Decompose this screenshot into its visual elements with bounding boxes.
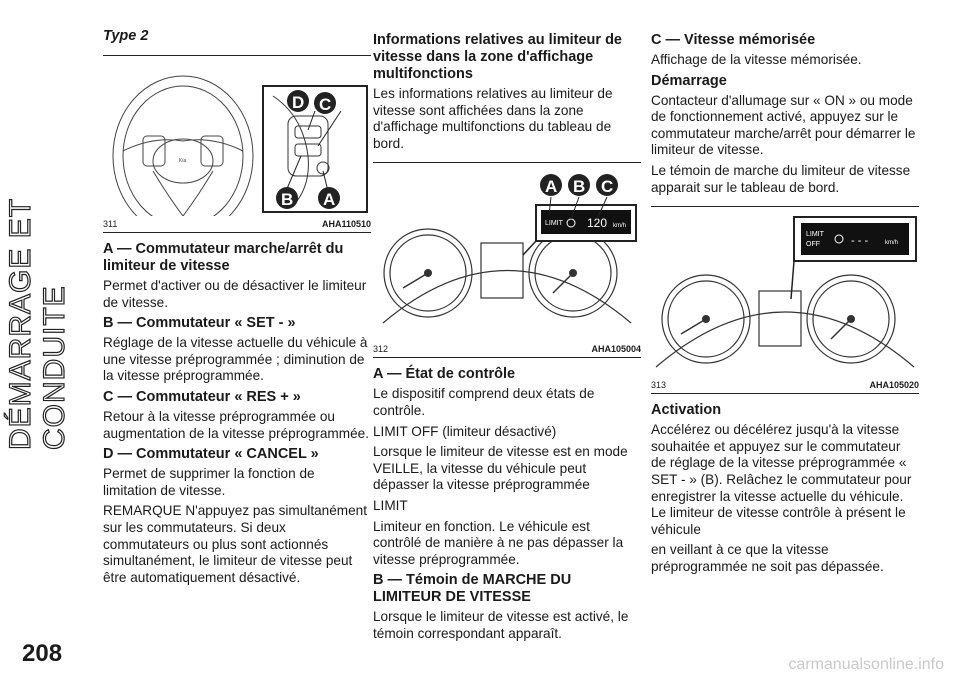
- svg-text:OFF: OFF: [806, 241, 820, 249]
- column-3: [651, 32, 919, 580]
- instrument-cluster-illustration: [373, 163, 641, 341]
- type-heading: Type 2: [103, 28, 149, 44]
- svg-text:A: A: [323, 190, 336, 209]
- svg-text:C: C: [601, 177, 614, 197]
- start-heading: Démarrage: [651, 72, 727, 89]
- info-text: Les informations relatives au limiteur de vitesse sont affichées dans la zone d'affichage multifonctions du tableau de bord.: [373, 86, 613, 151]
- memorized-speed-heading: C — Vitesse mémorisée: [651, 32, 816, 48]
- memorized-speed-text: Affichage de la vitesse mémorisée.: [651, 52, 862, 67]
- svg-text:B: B: [573, 177, 586, 197]
- activation-text-2: en veillant à ce que la vitesse préprogrammée ne soit pas dépassée.: [651, 542, 884, 574]
- figure-caption: 312 AHA105004: [373, 344, 641, 355]
- switch-a-text: Permet d'activer ou de désactiver le limiteur de vitesse.: [103, 278, 367, 310]
- svg-text:D: D: [292, 93, 305, 112]
- figure-caption: 311 AHA110510: [103, 219, 371, 229]
- switch-b-heading: B — Commutateur « SET - »: [103, 315, 296, 332]
- switch-b-text: Réglage de la vitesse actuelle du véhicule à une vitesse préprogrammée ; diminution de la vitesse préprogrammée.: [103, 335, 368, 384]
- figure-313: [651, 206, 919, 394]
- switch-c-text: Retour à la vitesse préprogrammée ou augmentation de la vitesse préprogrammée.: [103, 408, 369, 441]
- indicator-b-heading: B — Témoin de MARCHE DU LIMITEUR DE VITESSE: [373, 572, 572, 606]
- svg-text:A: A: [545, 177, 558, 197]
- page-number: 208: [22, 640, 63, 667]
- svg-text:120: 120: [587, 216, 608, 231]
- limit-off-text: Lorsque le limiteur de vitesse est en mode VEILLE, la vitesse du véhicule peut dépasser la vitesse préprogrammée: [373, 444, 628, 493]
- steering-wheel-illustration: [103, 56, 371, 216]
- svg-text:LIMIT: LIMIT: [806, 231, 824, 239]
- indicator-b-text: Lorsque le limiteur de vitesse est activé, le témoin correspondant apparaît.: [373, 609, 629, 641]
- switch-d-heading: D — Commutateur « CANCEL »: [103, 446, 319, 463]
- limit-off-label: LIMIT OFF (limiteur désactivé): [373, 423, 557, 439]
- figure-caption: 313 AHA105020: [651, 380, 919, 391]
- start-text-1: Contacteur d'allumage sur « ON » ou mode de fonctionnement activé, appuyez sur le commutateur marche/arrêt pour démarrer le limiteur de vitesse.: [651, 92, 916, 158]
- svg-text:LIMIT: LIMIT: [545, 220, 563, 228]
- svg-text:B: B: [281, 190, 294, 209]
- column-1: [103, 28, 371, 590]
- state-a-text: Le dispositif comprend deux états de contrôle.: [373, 386, 595, 418]
- svg-text:- - -: - - -: [851, 235, 869, 248]
- info-heading: Informations relatives au limiteur de vitesse dans la zone d'affichage multifonctions: [373, 32, 622, 82]
- watermark: carmanualsonline.info: [788, 656, 944, 673]
- switch-a-heading: A — Commutateur marche/arrêt du limiteur de vitesse: [103, 241, 344, 274]
- limit-text: Limiteur en fonction. Le véhicule est contrôlé de manière à ne pas dépasser la vitesse préprogrammée.: [373, 518, 624, 567]
- side-chapter-title: DÉMARRAGE ET CONDUITE: [4, 198, 71, 450]
- limit-label: LIMIT: [373, 497, 408, 513]
- svg-text:km/h: km/h: [613, 223, 627, 230]
- note-text: REMARQUE N'appuyez pas simultanément sur les commutateurs. Si deux commutateurs ou plus sont actionnés simultanément, le limiteur de vitesse peut être automatiquement désactivé.: [103, 503, 368, 585]
- activation-text-1: Accélérez ou décélérez jusqu'à la vitesse souhaitée et appuyez sur le commutateur de réglage de la vitesse préprogrammée « SET - » (B). Relâchez le commutateur pour enregistrer la vitesse actuelle du véhicule. Le limiteur de vitesse contrôle à présent le véhicule: [651, 422, 912, 537]
- svg-text:km/h: km/h: [885, 240, 899, 247]
- svg-text:C: C: [319, 95, 332, 114]
- activation-heading: Activation: [651, 402, 722, 419]
- svg-text:Kia: Kia: [179, 158, 187, 164]
- column-2: [373, 32, 641, 647]
- instrument-cluster-illustration: [651, 207, 919, 377]
- switch-d-text: Permet de supprimer la fonction de limitation de vitesse.: [103, 466, 315, 498]
- figure-311: [103, 55, 371, 233]
- figure-312: [373, 162, 641, 358]
- start-text-2: Le témoin de marche du limiteur de vitesse apparait sur le tableau de bord.: [651, 162, 911, 195]
- switch-c-heading: C — Commutateur « RES + »: [103, 388, 301, 405]
- state-a-heading: A — État de contrôle: [373, 366, 516, 383]
